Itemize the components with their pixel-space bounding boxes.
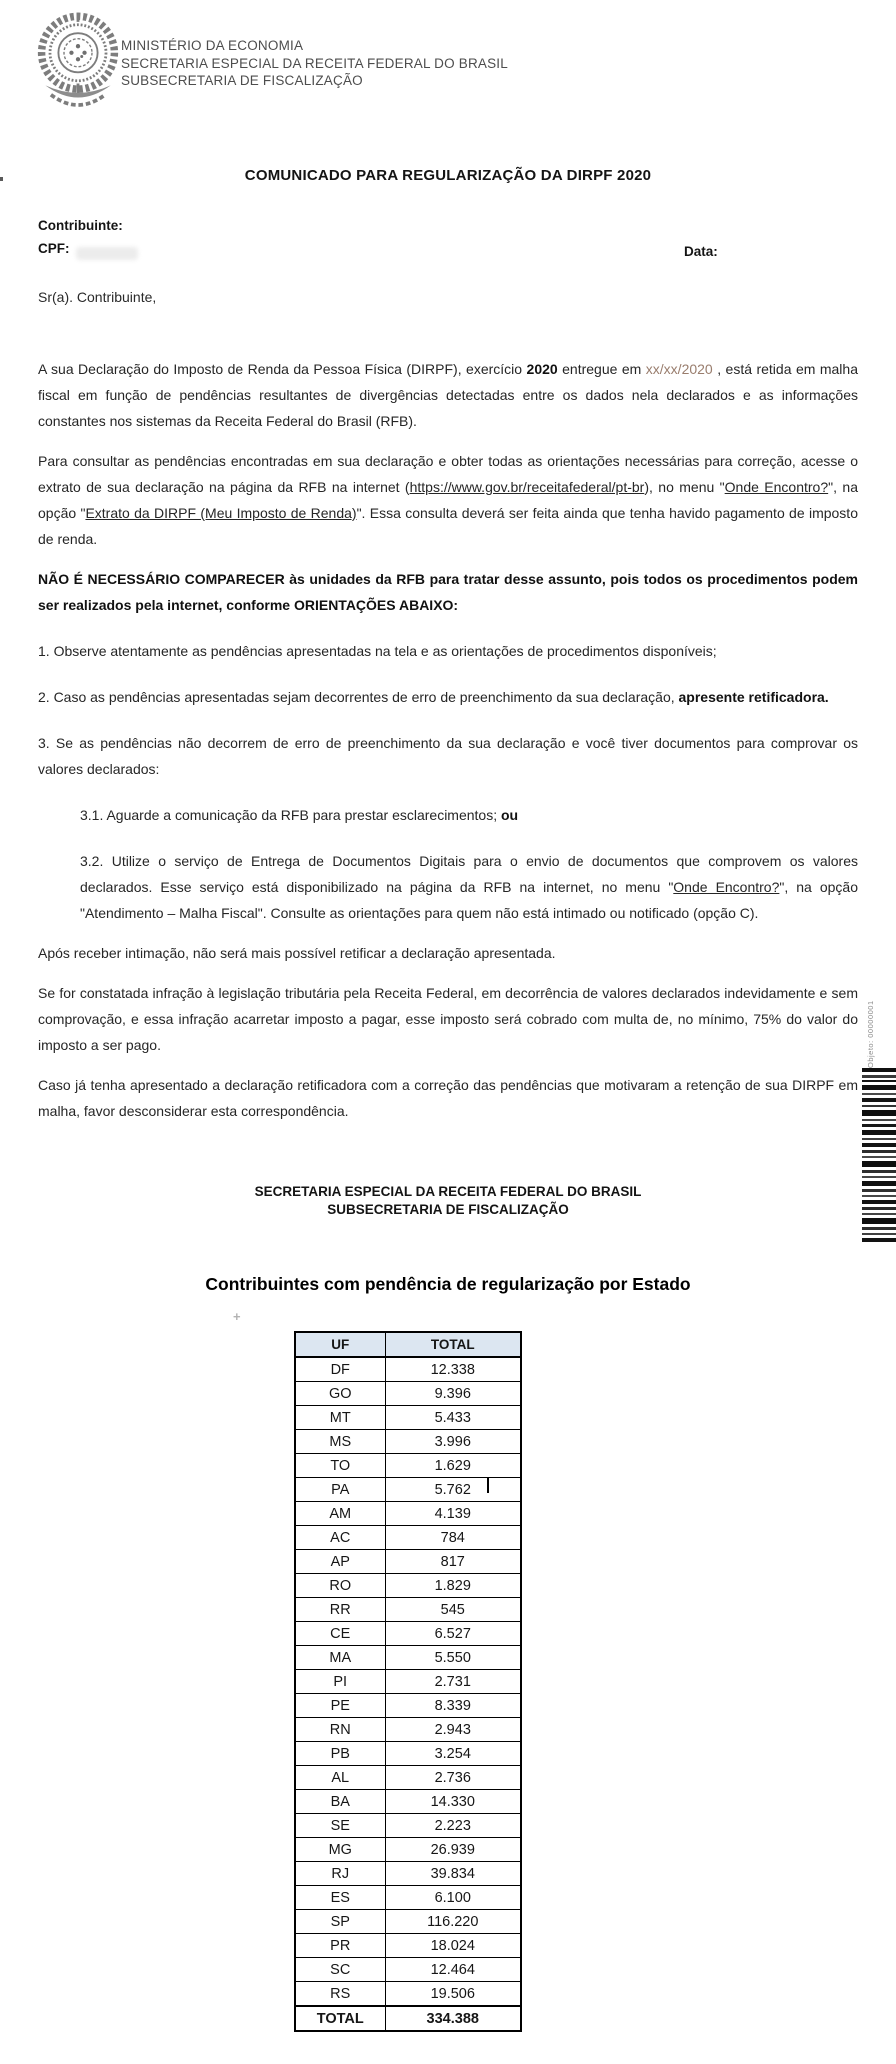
text-segment: Após receber intimação, não será mais possível retificar a declaração apresentada. [38, 945, 556, 961]
total-cell: 3.254 [385, 1742, 521, 1766]
uf-cell: PR [295, 1934, 385, 1958]
link-text[interactable]: https://www.gov.br/receitafederal/pt-br [409, 479, 645, 495]
total-cell: 4.139 [385, 1502, 521, 1526]
total-cell: 2.223 [385, 1814, 521, 1838]
link-text[interactable]: Extrato da DIRPF (Meu Imposto de Renda) [85, 505, 357, 521]
uf-cell: MG [295, 1838, 385, 1862]
table-row [295, 1526, 521, 1550]
uf-cell: GO [295, 1382, 385, 1406]
text-segment: , está retida em malha fiscal em função de pendências resultantes de divergências detectadas entre os dados nela declarados e as informações constantes nos sistemas da Receita Federal do Brasil (RFB). [38, 361, 858, 429]
table-row [295, 1862, 521, 1886]
text-segment: apresente retificadora. [678, 689, 829, 705]
document-title: COMUNICADO PARA REGULARIZAÇÃO DA DIRPF 2020 [244, 167, 652, 184]
signature-block [38, 1183, 858, 1219]
total-cell: 5.762 [385, 1478, 521, 1502]
secretariat-name: SECRETARIA ESPECIAL DA RECEITA FEDERAL DO BRASIL [121, 55, 508, 71]
brazil-coat-of-arms-icon [36, 10, 120, 116]
uf-cell: TOTAL [295, 2006, 385, 2031]
table-header-row [295, 1332, 521, 1357]
text-segment: Caso já tenha apresentado a declaração retificadora com a correção das pendências que motivaram a retenção de sua DIRPF em malha, favor desconsiderar esta correspondência. [38, 1077, 858, 1119]
table-row [295, 1382, 521, 1406]
text-segment: 3.2. Utilize o serviço de Entrega de Documentos Digitais para o envio de documentos que comprovem os valores declarados. Esse serviço está disponibilizado na página da RFB na internet, no menu " [80, 853, 858, 895]
uf-cell: DF [295, 1357, 385, 1382]
uf-cell: SE [295, 1814, 385, 1838]
item-2 [38, 684, 858, 710]
uf-cell: CE [295, 1622, 385, 1646]
total-cell: 19.506 [385, 1982, 521, 2007]
consult-instructions-paragraph [38, 448, 858, 552]
total-cell: 8.339 [385, 1694, 521, 1718]
no-attendance-notice [38, 566, 858, 618]
ministry-name: MINISTÉRIO DA ECONOMIA [121, 38, 304, 53]
barcode [862, 1068, 896, 1247]
total-cell: 334.388 [385, 2006, 521, 2031]
total-cell: 12.338 [385, 1357, 521, 1382]
total-cell: 116.220 [385, 1910, 521, 1934]
table-row [295, 1550, 521, 1574]
intro-paragraph [38, 356, 858, 434]
uf-cell: RS [295, 1982, 385, 2007]
total-cell: 39.834 [385, 1862, 521, 1886]
text-segment: NÃO É NECESSÁRIO COMPARECER às unidades da RFB para tratar desse assunto, pois todos os procedimentos podem ser realizados pela internet, conforme ORIENTAÇÕES ABAIXO: [38, 571, 858, 613]
uf-cell: PE [295, 1694, 385, 1718]
subsecretariat-name: SUBSECRETARIA DE FISCALIZAÇÃO [121, 73, 363, 88]
uf-column-header: UF [295, 1332, 385, 1357]
text-segment: ), no menu " [644, 479, 725, 495]
letter-body [38, 356, 858, 1138]
table-total-row [295, 2006, 521, 2031]
table-row [295, 1574, 521, 1598]
total-cell: 12.464 [385, 1958, 521, 1982]
text-segment: ", na opção " [38, 479, 858, 521]
uf-cell: TO [295, 1454, 385, 1478]
uf-cell: MS [295, 1430, 385, 1454]
uf-cell: AM [295, 1502, 385, 1526]
total-cell: 14.330 [385, 1790, 521, 1814]
text-segment: ", na opção "Atendimento – Malha Fiscal". Consulte as orientações para quem não está intimado ou notificado (opção C). [80, 879, 859, 921]
total-cell: 5.550 [385, 1646, 521, 1670]
uf-cell: RJ [295, 1862, 385, 1886]
uf-total-table [294, 1331, 522, 2032]
table-row [295, 1406, 521, 1430]
scan-artifact-dot [0, 177, 3, 181]
table-row [295, 1718, 521, 1742]
cpf-label: CPF: [38, 241, 70, 256]
text-segment: ". Essa consulta deverá ser feita ainda que tenha havido pagamento de imposto de renda. [38, 505, 858, 547]
total-column-header: TOTAL [385, 1332, 521, 1357]
total-cell: 817 [385, 1550, 521, 1574]
uf-cell: MA [295, 1646, 385, 1670]
text-segment: 3.1. Aguarde a comunicação da RFB para prestar esclarecimentos; [80, 807, 501, 823]
date-placeholder: xx/xx/2020 [645, 361, 713, 377]
table-row [295, 1622, 521, 1646]
table-section-title: Contribuintes com pendência de regularização por Estado [205, 1274, 691, 1294]
text-cursor-artifact [487, 1478, 489, 1493]
item-3 [38, 730, 858, 782]
signature-line-2: SUBSECRETARIA DE FISCALIZAÇÃO [327, 1202, 569, 1217]
table-row [295, 1454, 521, 1478]
objeto-side-text: Objeto: 00000001 [866, 1000, 875, 1068]
table-row [295, 1598, 521, 1622]
contribuinte-label: Contribuinte: [38, 218, 123, 233]
table-row [295, 1430, 521, 1454]
table-row [295, 1766, 521, 1790]
total-cell: 18.024 [385, 1934, 521, 1958]
total-cell: 2.736 [385, 1766, 521, 1790]
total-cell: 2.943 [385, 1718, 521, 1742]
uf-cell: AL [295, 1766, 385, 1790]
table-row [295, 1646, 521, 1670]
uf-cell: PB [295, 1742, 385, 1766]
letterhead [121, 37, 508, 90]
table-row [295, 1838, 521, 1862]
link-text[interactable]: Onde Encontro? [673, 879, 780, 895]
table-row [295, 1910, 521, 1934]
total-cell: 1.829 [385, 1574, 521, 1598]
table-row [295, 1790, 521, 1814]
table-row [295, 1982, 521, 2007]
total-cell: 5.433 [385, 1406, 521, 1430]
table-row [295, 1934, 521, 1958]
uf-cell: BA [295, 1790, 385, 1814]
item-3-2 [38, 848, 858, 926]
spreadsheet-cross-artifact: + [233, 1309, 241, 1324]
item-3-1 [38, 802, 858, 828]
text-segment: entregue em [557, 361, 646, 377]
uf-cell: AC [295, 1526, 385, 1550]
text-segment: 1. Observe atentamente as pendências apresentadas na tela e as orientações de procedimentos disponíveis; [38, 643, 717, 659]
uf-cell: PA [295, 1478, 385, 1502]
text-segment: Para consultar as pendências encontradas em sua declaração e obter todas as orientações necessárias para correção, acesse o extrato de sua declaração na página da RFB na internet ( [38, 453, 858, 495]
uf-cell: MT [295, 1406, 385, 1430]
total-cell: 545 [385, 1598, 521, 1622]
item-1 [38, 638, 858, 664]
table-row [295, 1670, 521, 1694]
cpf-redaction-smudge [76, 247, 138, 260]
table-row [295, 1694, 521, 1718]
uf-cell: SC [295, 1958, 385, 1982]
table-row [295, 1814, 521, 1838]
table-row [295, 1958, 521, 1982]
total-cell: 9.396 [385, 1382, 521, 1406]
total-cell: 26.939 [385, 1838, 521, 1862]
table-row [295, 1502, 521, 1526]
text-segment: 2. Caso as pendências apresentadas sejam decorrentes de erro de preenchimento da sua declaração, [38, 689, 679, 705]
text-segment: ou [501, 807, 519, 823]
uf-cell: PI [295, 1670, 385, 1694]
uf-cell: RO [295, 1574, 385, 1598]
signature-line-1: SECRETARIA ESPECIAL DA RECEITA FEDERAL DO BRASIL [254, 1184, 642, 1199]
total-cell: 1.629 [385, 1454, 521, 1478]
salutation: Sr(a). Contribuinte, [38, 289, 157, 305]
data-label: Data: [684, 244, 718, 259]
text-segment: 2020 [526, 361, 558, 377]
disregard-paragraph [38, 1072, 858, 1124]
text-segment: Se for constatada infração à legislação tributária pela Receita Federal, em decorrência de valores declarados indevidamente e sem comprovação, e essa infração acarretar imposto a pagar, esse imposto será cobrado com multa de, no mínimo, 75% do valor do imposto a ser pago. [38, 985, 858, 1053]
table-row [295, 1742, 521, 1766]
uf-cell: AP [295, 1550, 385, 1574]
uf-cell: SP [295, 1910, 385, 1934]
total-cell: 2.731 [385, 1670, 521, 1694]
text-segment: 3. Se as pendências não decorrem de erro de preenchimento da sua declaração e você tiver documentos para comprovar os valores declarados: [38, 735, 858, 777]
infraction-paragraph [38, 980, 858, 1058]
table-row [295, 1357, 521, 1382]
total-cell: 784 [385, 1526, 521, 1550]
uf-cell: RR [295, 1598, 385, 1622]
uf-cell: RN [295, 1718, 385, 1742]
total-cell: 6.100 [385, 1886, 521, 1910]
link-text[interactable]: Onde Encontro? [724, 479, 829, 495]
uf-cell: ES [295, 1886, 385, 1910]
total-cell: 6.527 [385, 1622, 521, 1646]
intimation-paragraph [38, 940, 858, 966]
text-segment: A sua Declaração do Imposto de Renda da Pessoa Física (DIRPF), exercício [38, 361, 527, 377]
table-row [295, 1886, 521, 1910]
total-cell: 3.996 [385, 1430, 521, 1454]
